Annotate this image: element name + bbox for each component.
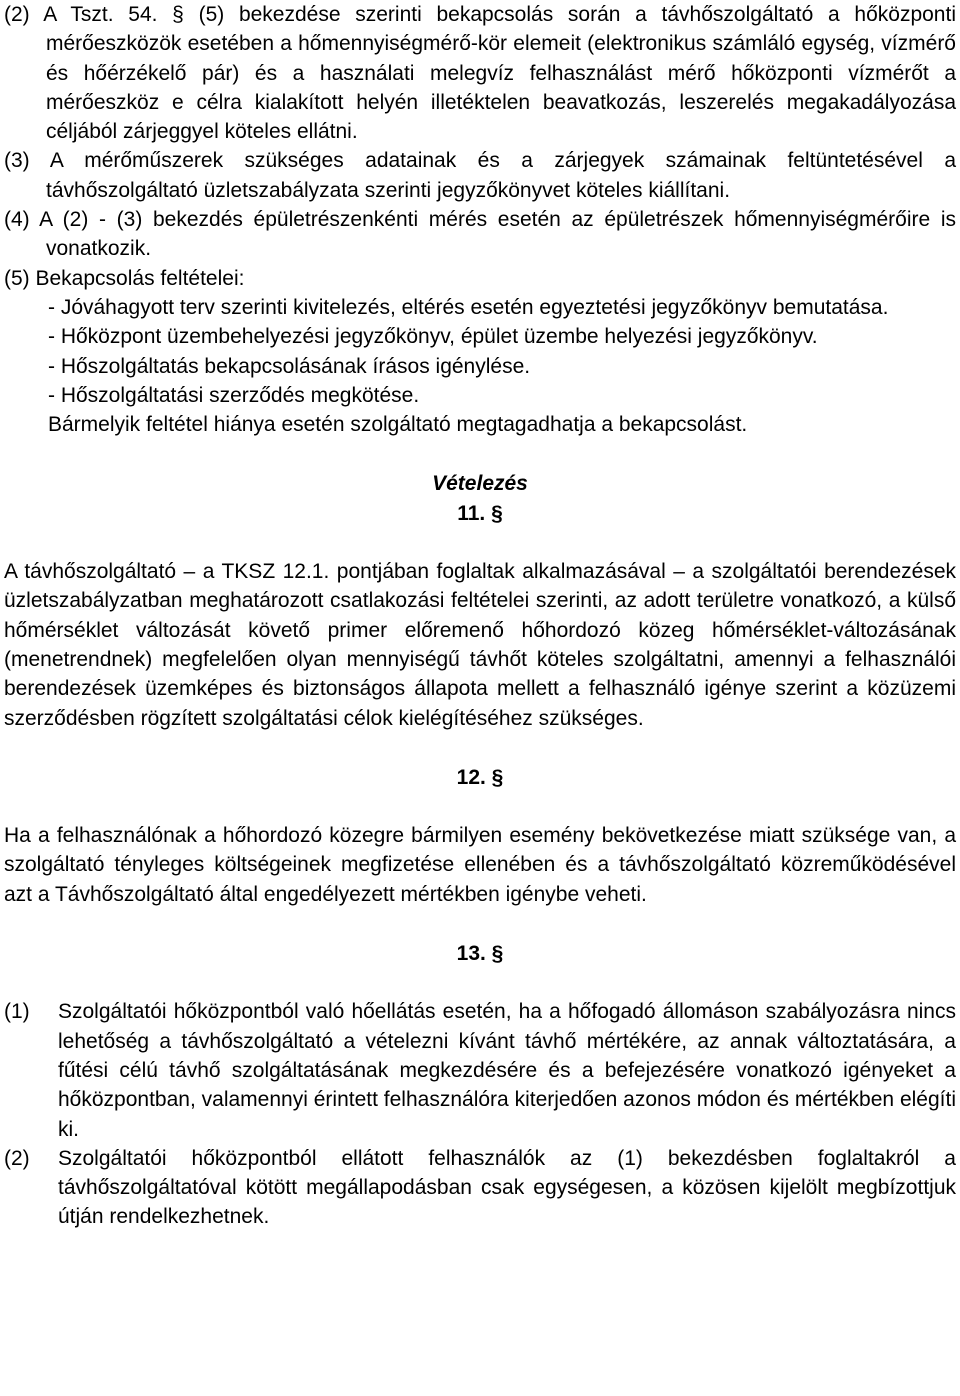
paragraph-5: (5) Bekapcsolás feltételei:: [4, 266, 245, 290]
item-label: (2): [4, 1146, 30, 1170]
section-13-item: [4, 997, 956, 1143]
item-text: Szolgáltatói hőközpontból való hőellátás esetén, ha a hőfogadó állomáson szabályozásra nincs lehetőség a távhőszolgáltató a vételezni kívánt távhő mértékére, az annak változtatására, a fűtési célú távhő szolgáltatásának megkezdésére és a befejezésére vonatkozó igényeket a hőközpontban, valamennyi érintett felhasználóra kiterjedően azonos módon és mértékben elégíti ki.: [58, 1000, 956, 1141]
spacer: [4, 968, 956, 997]
spacer: [4, 909, 956, 939]
condition-item: - Jóváhagyott terv szerinti kivitelezés, eltérés esetén egyeztetési jegyzőkönyv bemutatása.: [48, 295, 889, 319]
spacer: [4, 733, 956, 763]
condition-item: - Hőszolgáltatás bekapcsolásának írásos igénylése.: [48, 354, 531, 378]
spacer: [4, 528, 956, 557]
paragraph-4: (4) A (2) - (3) bekezdés épületrészenkénti mérés esetén az épületrészek hőmennyiségmérőire is vonatkozik.: [4, 208, 956, 261]
section-11-text: A távhőszolgáltató – a TKSZ 12.1. pontjában foglaltak alkalmazásával – a szolgáltatói berendezések üzletszabályzatban meghatározott csatlakozási feltételei szerinti, az adott területre vonatkozó, a külső hőmérséklet változását követő primer előremenő hőhordozó közeg hőmérséklet-változásának (menetrendnek) megfelelően olyan mennyiségű távhőt köteles szolgáltatni, amennyi a felhasználói berendezések üzemképes és biztonságos állapota mellett a felhasználó igénye szerint a közüzemi szerződésben rögzített szolgáltatási célok kielégítéséhez szükséges.: [4, 560, 956, 730]
section-title: Vételezés: [432, 472, 528, 496]
section-11-number: 11. §: [457, 501, 503, 525]
section-12-text: Ha a felhasználónak a hőhordozó közegre bármilyen esemény bekövetkezése miatt szüksége van, a szolgáltató tényleges költségeinek megfizetése ellenében és a távhőszolgáltató közreműködésével azt a Távhőszolgáltató által engedélyezett mértékben igénybe veheti.: [4, 824, 956, 906]
spacer: [4, 792, 956, 821]
conditions-note: Bármelyik feltétel hiánya esetén szolgáltató megtagadhatja a bekapcsolást.: [48, 413, 748, 437]
section-13-item: [4, 1144, 956, 1232]
paragraph-2-continuation: (2) A Tszt. 54. § (5) bekezdése szerinti bekapcsolás során a távhőszolgáltató a hőközponti mérőeszközök esetében a hőmennyiségmérő-kör elemeit (elektronikus számláló egység, vízmérő és hőérzékelő pár) és a használati melegvíz felhasználást mérő hőközponti vízmérőt a mérőeszköz e célra kialakított helyén illetéktelen beavatkozás, leszerelés megakadályozása céljából zárjeggyel köteles ellátni.: [4, 3, 956, 144]
item-text: Szolgáltatói hőközpontból ellátott felhasználók az (1) bekezdésben foglaltakról a távhőszolgáltatóval kötött megállapodásban csak egységesen, a közösen kijelölt megbízottjuk útján rendelkezhetnek.: [58, 1146, 956, 1229]
paragraph-3: (3) A mérőműszerek szükséges adatainak és a zárjegyek számainak feltüntetésével a távhőszolgáltató üzletszabályzata szerinti jegyzőkönyvet köteles kiállítani.: [4, 149, 956, 202]
conditions-list: [4, 293, 956, 410]
section-13-number: 13. §: [456, 942, 504, 966]
item-label: (1): [4, 1000, 30, 1024]
condition-item: - Hőközpont üzembehelyezési jegyzőkönyv, épület üzembe helyezési jegyzőkönyv.: [48, 325, 818, 349]
section-12-number: 12. §: [456, 765, 504, 789]
condition-item: - Hőszolgáltatási szerződés megkötése.: [48, 383, 420, 407]
spacer: [4, 439, 956, 469]
